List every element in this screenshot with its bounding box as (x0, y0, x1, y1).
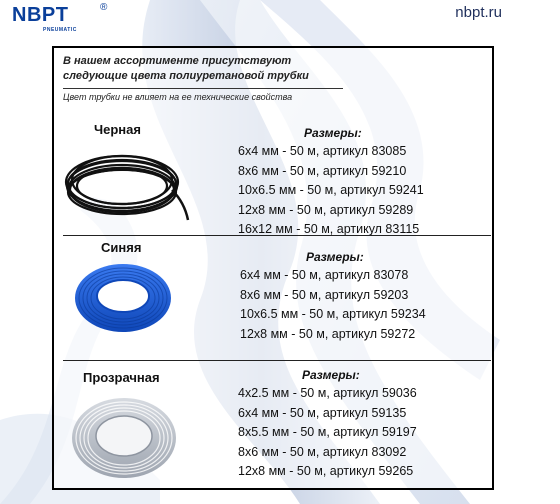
size-item: 16x12 мм - 50 м, артикул 83115 (238, 222, 420, 236)
brand-logo[interactable] (12, 4, 132, 38)
section-clear-size-list (238, 384, 417, 482)
logo-subtitle: PNEUMATIC (43, 27, 77, 33)
section-divider (63, 235, 491, 236)
size-item: 8x6 мм - 50 м, артикул 59210 (238, 163, 407, 178)
intro-divider (63, 88, 343, 89)
size-item: 10x6.5 мм - 50 м, артикул 59234 (240, 307, 426, 321)
section-blue-sizes-title: Размеры: (306, 250, 364, 264)
blue-tube-coil-image (72, 258, 174, 336)
intro-line-2: следующие цвета полиуретановой трубки (63, 70, 309, 82)
section-black-sizes-title: Размеры: (304, 126, 362, 140)
site-url[interactable]: nbpt.ru (455, 4, 502, 21)
size-item: 12x8 мм - 50 м, артикул 59289 (238, 202, 414, 217)
size-item: 8x6 мм - 50 м, артикул 83092 (238, 444, 407, 459)
intro-line-1: В нашем ассортименте присутствуют (63, 55, 292, 67)
section-divider (63, 360, 491, 361)
section-clear-title: Прозрачная (83, 370, 160, 385)
intro-heading (63, 54, 393, 84)
size-item: 10x6.5 мм - 50 м, артикул 59241 (238, 183, 424, 197)
size-item: 12x8 мм - 50 м, артикул 59265 (238, 464, 414, 478)
clear-tube-coil-image (68, 392, 180, 482)
section-blue-title: Синяя (101, 240, 142, 255)
section-blue-size-list (240, 266, 426, 344)
intro-note: Цвет трубки не влияет на ее технические свойства (63, 92, 293, 102)
logo-text: NBPT (12, 4, 69, 26)
size-item: 4x2.5 мм - 50 м, артикул 59036 (238, 386, 417, 400)
size-item: 12x8 мм - 50 м, артикул 59272 (240, 326, 416, 341)
size-item: 8x5.5 мм - 50 м, артикул 59197 (238, 425, 417, 439)
section-clear-sizes-title: Размеры: (302, 368, 360, 382)
size-item: 6x4 мм - 50 м, артикул 83078 (240, 268, 409, 282)
section-black-title: Черная (94, 122, 141, 137)
black-tube-coil-image (60, 144, 192, 224)
size-item: 6x4 мм - 50 м, артикул 83085 (238, 144, 407, 158)
section-black-size-list (238, 142, 424, 240)
registered-mark: ® (100, 2, 108, 13)
size-item: 8x6 мм - 50 м, артикул 59203 (240, 287, 409, 302)
size-item: 6x4 мм - 50 м, артикул 59135 (238, 405, 407, 420)
